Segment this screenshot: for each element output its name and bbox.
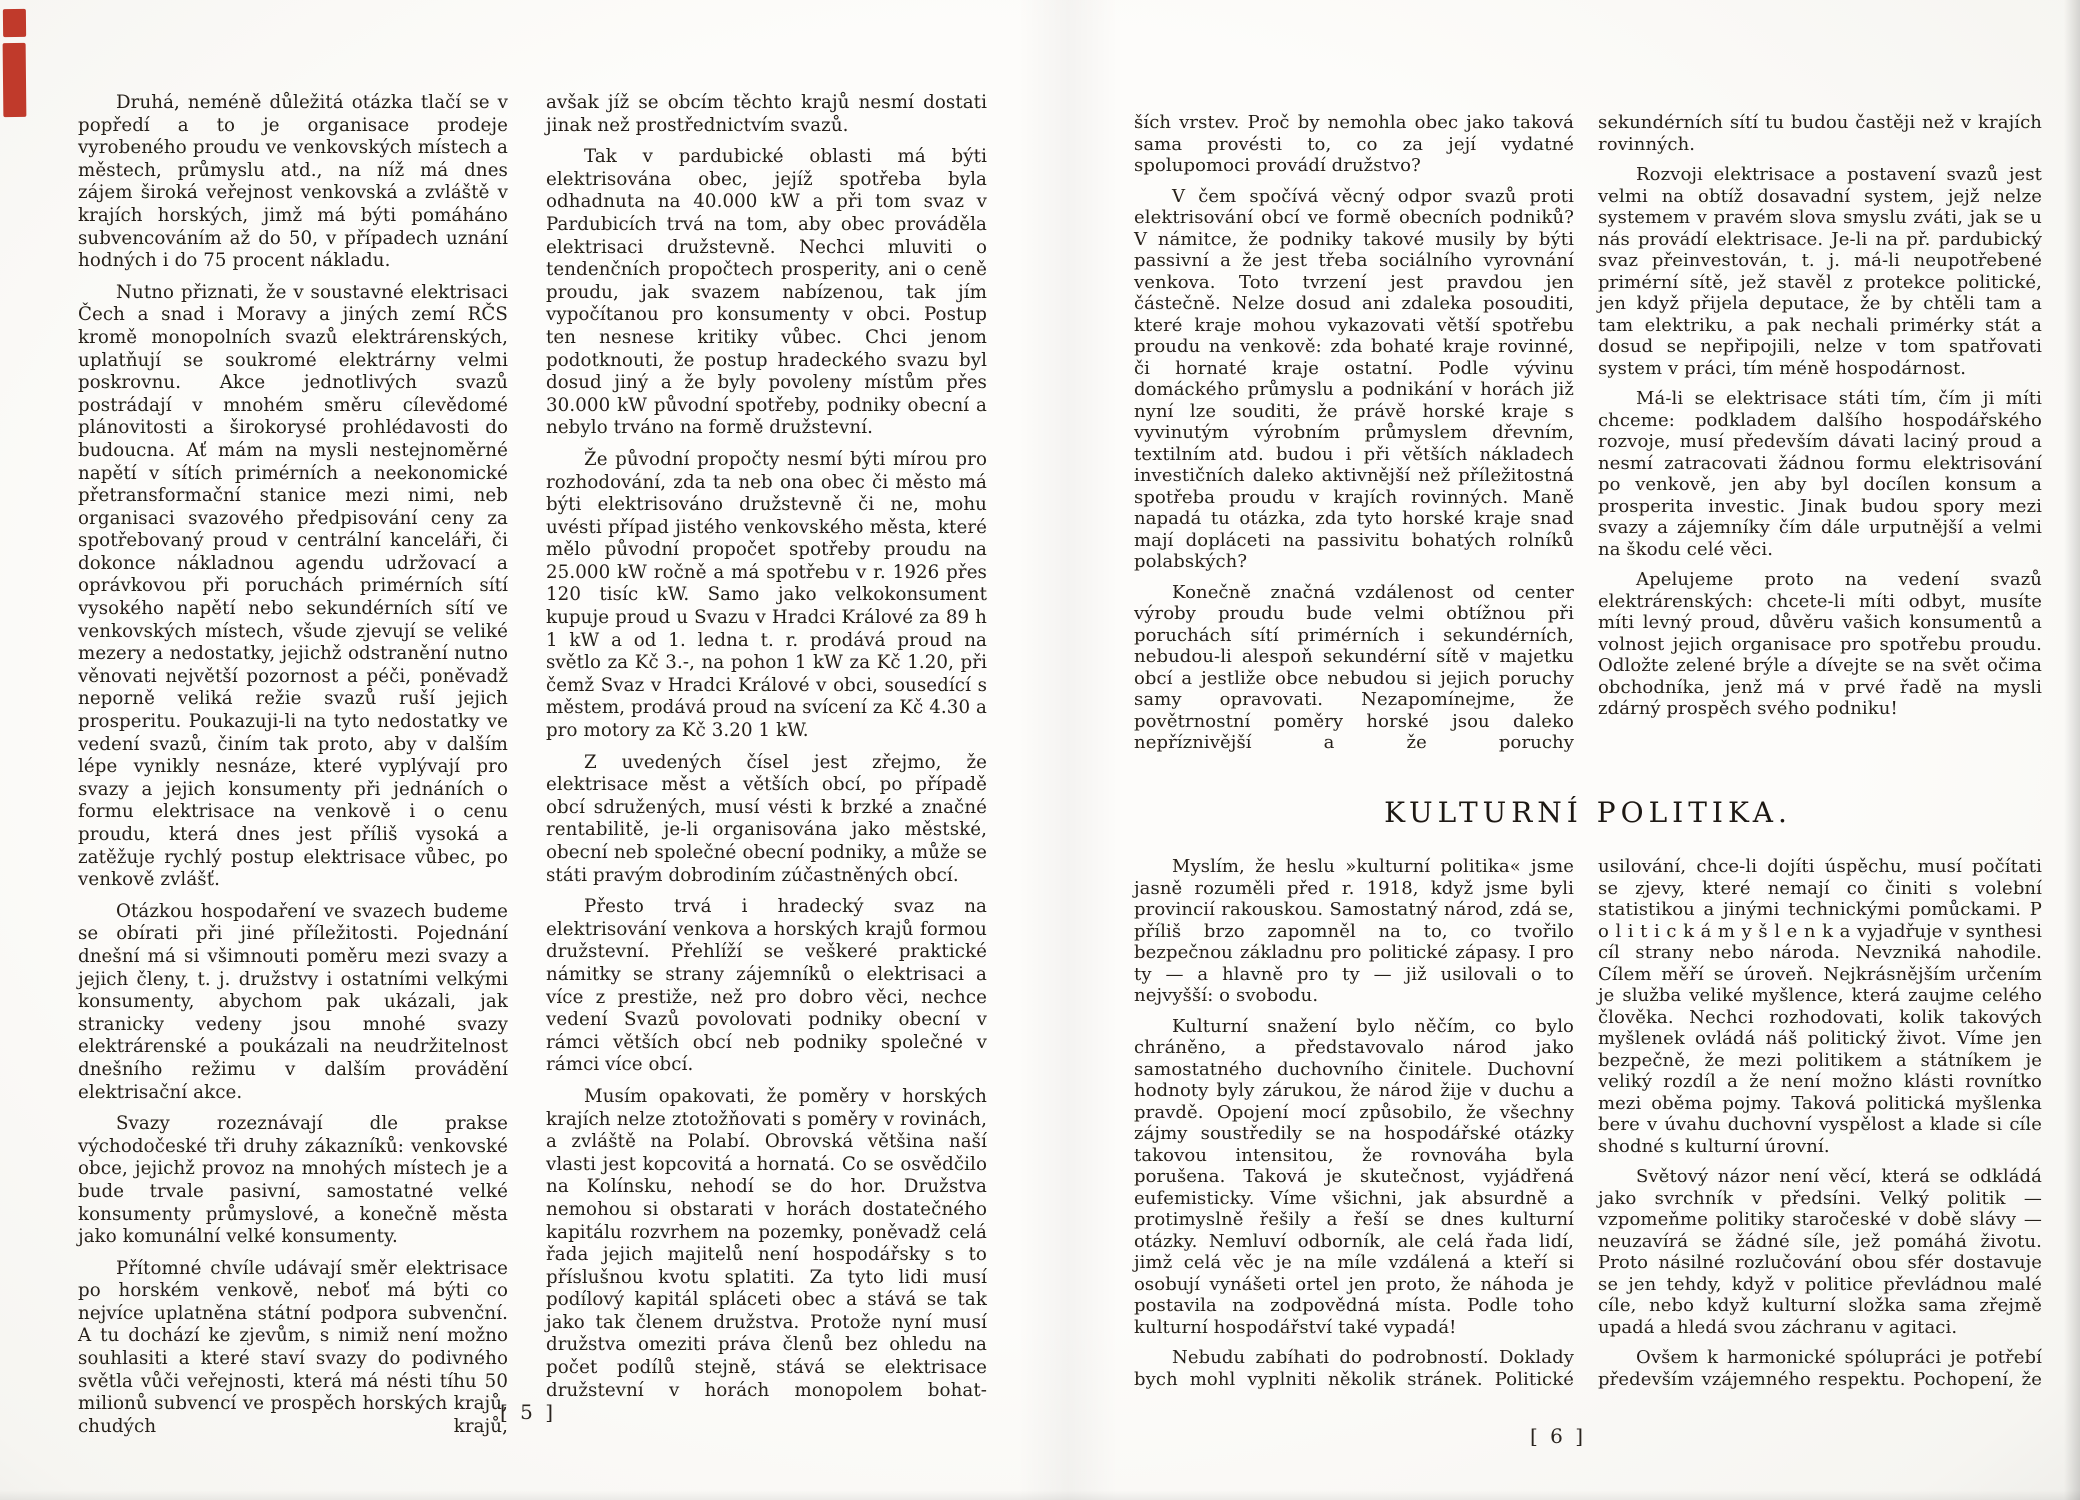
scan-right-edge-shadow [2064, 0, 2080, 1500]
paragraph: Ovšem k harmonické spólupráci je potřebí především vzájemného respektu. Pochopení, že [1598, 1347, 2042, 1390]
paragraph: Nebudu zabíhati do podrobností. Doklady bych mohl vyplniti několik stránek. Politické [1134, 1347, 1574, 1390]
paragraph: Apelujeme proto na vedení svazů elektrárenských: chcete-li míti odbyt, musíte míti levný proud, důvěru vašich konsumentů a volnost jejich organisace pro spotřebu proudu. Odložte zelené brýle a dívejte se na svět očima obchodníka, jenž má v prvé řadě na mysli zdárný prospěch svého podniku! [1598, 569, 2042, 719]
page-number-left: [ 5 ] [499, 1400, 557, 1424]
article-heading: KULTURNÍ POLITIKA. [1384, 796, 1792, 829]
paragraph: Kulturní snažení bylo něčím, co bylo chráněno, a představovalo národ jako samostatného duchovního činitele. Duchovní hodnoty byly zárukou, že národ žije v duchu a pravdě. Opojení mocí způsobilo, že všechny zájmy soustředily se na hospodářské otázky takovou intensitou, že rovnováha byla porušena. Taková je skutečnost, vyjádřená eufemisticky. Víme všichni, jak absurdně a protimyslně řešily a řeší se dnes kulturní otázky. Nemluví odborník, ale celá řada lidí, jimž celá věc je na míle vzdálená a kteří si osobují vynášeti ortel jen proto, že náhoda je postavila na zodpovědná místa. Podle toho kulturní hospodářství také vypadá! [1134, 1015, 1574, 1338]
right-page-column-2-below-heading [1598, 856, 2042, 1390]
left-page-column-1 [78, 92, 508, 1438]
paragraph: Svazy rozeznávají dle prakse východočeské tři druhy zákazníků: venkovské obce, jejichž provoz na mnohých místech je a bude trvale pasivní, samostatné velké konsumenty průmyslové, a konečně města jako komunální velké konsumenty. [78, 1113, 508, 1248]
paragraph: Druhá, neméně důležitá otázka tlačí se v popředí a to je organisace prodeje vyrobeného proudu ve venkovských místech a městech, průmyslu atd., na níž má dnes zájem široká veřejnost venkovská a zvláště v krajích horských, jimž má býti pomáháno subvencováním až do 50, v případech uznání hodných i do 75 procent nákladu. [78, 92, 508, 272]
paragraph: Nutno přiznati, že v soustavné elektrisaci Čech a snad i Moravy a jiných zemí RČS kromě monopolních svazů elektrárenských, uplatňují se soukromé elektrárny velmi poskrovnu. Akce jednotlivých svazů postrádají v mnohém směru cílevědomé plánovitosti a širokorysé prohlédavosti do budoucna. Ať mám na mysli nestejnoměrné napětí v sítích primérních a neekonomické přetransformační stanice mezi nimi, neb organisaci svazového předpisování ceny za spotřebovaný proud v centrální kanceláři, či dokonce nákladnou agendu udržovací a oprávkovou při poruchách primérních sítí vysokého napětí nebo sekundérních sítí ve venkovských místech, všude zjevují se veliké mezery a nedostatky, jejichž odstranění nutno věnovati největší pozornost a péči, poněvadž neporně veliká režie svazů ruší jejich prosperitu. Poukazuji-li na tyto nedostatky ve vedení svazů, činím tak proto, aby v dalším lépe vynikly nesnáze, které vyplývají pro svazy a jejich konsumenty při jednáních o formu elektrisace na venkově i o cenu proudu, která dnes jest příliš vysoká a zatěžuje rychlý postup elektrisace vůbec, po venkově zvlášť. [78, 281, 508, 891]
paragraph: Rozvoji elektrisace a postavení svazů jest velmi na obtíž dosavadní system, jejž nelze systemem v pravém slova smyslu zváti, jak se u nás provádí elektrisace. Je-li na př. pardubický svaz přeinvestován, t. j. má-li neupotřebené primérní sítě, jež stavěl z protekce politické, jen když přijela deputace, že by chtěli tam a tam elektriku, a pak nechali primérky stát a dosud se nepřipojili, nelze v tom spatřovati system v práci, tím méně hospodárnost. [1598, 164, 2042, 379]
right-page-column-1-below-heading [1134, 856, 1574, 1390]
paragraph: Musím opakovati, že poměry v horských krajích nelze ztotožňovati s poměry v rovinách, a zvláště na Polabí. Obrovská většina naší vlasti jest kopcovitá a hornatá. Co se osvědčilo na Kolínsku, nehodí se do hor. Družstva nemohou si obstarati v horách dostatečného kapitálu rozvrhem na pozemky, poněvadž celá řada jejich majitelů není hospodářsky s to příslušnou kvotu splatiti. Za tyto lidi musí podílový kapitál spláceti obec a stává se tak jako tak členem družstva. Protože nyní musí družstva omeziti práva členů bez ohledu na počet podílů stejně, stává se elektrisace družstevní v horách monopolem bohat- [546, 1085, 987, 1401]
paragraph: Tak v pardubické oblasti má býti elektrisována obec, jejíž spotřeba byla odhadnuta na 40.000 kW a při tom svaz v Pardubicích trvá na tom, aby obec prováděla elektrisaci družstevně. Nechci mluviti o tendenčních propočtech prosperity, ani o ceně proudu, jak svazem nabízenou, tak jím vypočítanou pro konsumenty v obci. Postup ten nesnese kritiky vůbec. Chci jenom podotknouti, že postup hradeckého svazu byl dosud jiný a že byly povoleny místům přes 30.000 kW původní spotřeby, podniky obecní a nebylo trváno na formě družstevní. [546, 146, 987, 439]
paragraph: Konečně značná vzdálenost od center výroby proudu bude velmi obtížnou při poruchách sítí primérních i sekundérních, nebudou-li alespoň sekundérní sítě v majetku obcí a jestliže obce nebudou si jejich poruchy samy opravovati. Nezapomínejme, že povětrnostní poměry horské jsou daleko nepříznivější a že poruchy [1134, 581, 1574, 753]
paragraph: usilování, chce-li dojíti úspěchu, musí počítati se zjevy, které nemají co činiti s volební statistikou a jinými technickými pomůckami. P o l i t i c k á m y š l e n k a vyjadřuje v synthesi cíl strany nebo národa. Nevzniká nahodile. Cílem měří se úroveň. Nejkrásnějším určením je služba veliké myšlence, která zaujme celého člověka. Nechci rozhodovati, kolik takových myšlenek ovládá náš politický život. Víme jen bezpečně, že mezi politikem a státníkem je veliký rozdíl a že není možno klásti rovnítko mezi oběma pojmy. Taková politická myšlenka bere v úvahu duchovní vyspělost a klade si cíle shodné s kulturní úrovní. [1598, 856, 2042, 1157]
page-gutter-shadow [1018, 0, 1118, 1500]
right-page-column-2-above-heading [1598, 112, 2042, 720]
paragraph: Přesto trvá i hradecký svaz na elektrisování venkova a horských krajů formou družstevní. Přehlíží se veškeré praktické námitky se strany zájemníků o elektrisaci a více z prestiže, než pro dobro věci, nechce vedení Svazů povolovati podniky obecní v rámci větších obcí neb podniky společné v rámci více obcí. [546, 896, 987, 1076]
paragraph: Má-li se elektrisace státi tím, čím ji míti chceme: podkladem dalšího hospodářského rozvoje, musí především dávati laciný proud a nesmí zatracovati žádnou formu elektrisování po venkově, jen aby byl docílen konsum a prosperita investic. Jinak budou spory mezi svazy a zájemníky čím dále urputnější a velmi na škodu celé věci. [1598, 388, 2042, 560]
scan-bottom-edge-shadow [0, 1490, 2080, 1500]
paragraph: Že původní propočty nesmí býti mírou pro rozhodování, zda ta neb ona obec či město má býti elektrisováno družstevně či ne, mohu uvésti případ jistého venkovského města, které mělo původní propočet spotřeby proudu na 25.000 kW ročně a má spotřebu v r. 1926 přes 120 tisíc kW. Samo jako velkokonsument kupuje proud u Svazu v Hradci Králové za 89 h 1 kW a od 1. ledna t. r. prodává proud na světlo za Kč 3.-, na pohon 1 kW za Kč 1.20, při čemž Svaz v Hradci Králové v obci, sousedící s městem, prodává proud na svícení za Kč 4.30 a pro motory za Kč 3.20 1 kW. [546, 448, 987, 742]
red-margin-mark-bottom [3, 43, 27, 117]
paragraph: sekundérních sítí tu budou častěji než v krajích rovinných. [1598, 112, 2042, 155]
right-page-column-1-above-heading [1134, 112, 1574, 754]
paragraph: Otázkou hospodaření ve svazech budeme se obírati při jiné příležitosti. Pojednání dnešní má si všimnouti poměru mezi svazy a jejich členy, t. j. družstvy i ostatními velkými konsumenty, abychom pak ukázali, jak stranicky vedeny jsou mnohé svazy elektrárenské a poukázali na neudržitelnost dnešního režimu v dalším provádění elektrisační akce. [78, 900, 508, 1103]
paragraph: ších vrstev. Proč by nemohla obec jako taková sama provésti to, co za její vydatné spolupomoci provádí družstvo? [1134, 112, 1574, 176]
paragraph: Světový názor není věcí, která se odkládá jako svrchník v předsíni. Velký politik — vzpomeňme politiky staročeské v době slávy — neuzavírá se žádné síle, jež pomáhá životu. Proto násilné rozlučování obou sfér dostavuje se jen tehdy, když v politice převládnou malé cíle, nebo když kulturní složka sama zřejmě upadá a hledá svou záchranu v agitaci. [1598, 1166, 2042, 1338]
red-margin-mark-top [3, 9, 26, 37]
paragraph: Myslím, že heslu »kulturní politika« jsme jasně rozuměli před r. 1918, když jsme byli provincií rakouskou. Samostatný národ, zdá se, příliš brzo zapomněl na to, co tvořilo bezpečnou základnu pro politické zápasy. I pro ty — a hlavně pro ty — již usilovali o to nejvyšší: o svobodu. [1134, 856, 1574, 1006]
left-page-column-2 [546, 92, 987, 1402]
page-number-right: [ 6 ] [1529, 1424, 1587, 1448]
paragraph: Z uvedených čísel jest zřejmo, že elektrisace měst a větších obcí, po případě obcí sdružených, musí vésti k brzké a značné rentabilitě, je-li organisována jako městské, obecní neb společné obecní podniky, a může se státi pravým dobrodiním zúčastněných obcí. [546, 751, 987, 886]
paragraph: Přítomné chvíle udávají směr elektrisace po horském venkově, neboť má býti co nejvíce uplatněna státní podpora subvenční. A tu dochází ke zjevům, s nimiž není možno souhlasiti a které staví svazy do podivného světla vůči veřejnosti, která má nésti tíhu 50 milionů subvencí ve prospěch horských krajů, chudých krajů, [78, 1257, 508, 1437]
paragraph: V čem spočívá věcný odpor svazů proti elektrisování obcí ve formě obecních podniků? V námitce, že podniky takové musily by býti passivní a že jest třeba sociálního vyrovnání venkova. Toto tvrzení jest pravdou jen částečně. Nelze dosud ani zdaleka posouditi, které kraje mohou vykazovati větší spotřebu proudu na venkově: zda bohaté kraje rovinné, či hornaté kraje ostatní. Podle vývinu domáckého průmyslu a podnikání v horách již nyní lze souditi, že právě horské kraje s vyvinutým výrobním průmyslem dřevním, textilním atd. budou i při větších nákladech investičních daleko aktivnější než příležitostná spotřeba proudu v krajích rovinných. Maně napadá tu otázka, zda tyto horské kraje snad mají dopláceti na passivitu bohatých rolníků polabských? [1134, 185, 1574, 572]
paragraph: avšak jíž se obcím těchto krajů nesmí dostati jinak než prostřednictvím svazů. [546, 92, 987, 136]
